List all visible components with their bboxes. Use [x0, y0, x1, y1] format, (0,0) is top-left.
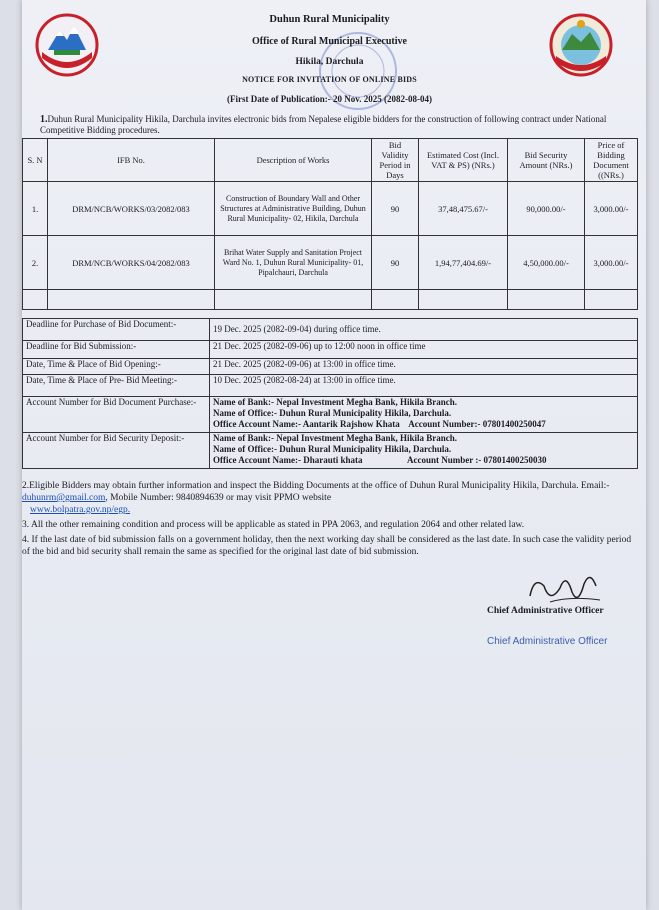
col-price: Price of Bidding Document ((NRs.) [585, 139, 638, 182]
submission-deadline-label: Deadline for Bid Submission:- [23, 341, 210, 359]
bid-info-table [22, 318, 638, 469]
bids-table [22, 138, 638, 310]
prebid-meeting-label: Date, Time & Place of Pre- Bid Meeting:- [23, 375, 210, 397]
note-4: 4. If the last date of bid submission falls on a government holiday, then the next working day shall be considered as the last date. In such case the validity period of the bid and bid security shall remain the same as specified for the original last date of bid submission. [22, 535, 632, 557]
cell-sn: 1. [23, 182, 48, 236]
cell-security: 4,50,000.00/- [508, 236, 585, 290]
signatory-title: Chief Administrative Officer [487, 606, 604, 616]
office-name: Office of Rural Municipal Executive [252, 36, 407, 47]
col-bid-security: Bid Security Amount (NRs.) [508, 139, 585, 182]
info-row [23, 397, 638, 433]
table-header-row [23, 139, 638, 182]
note-3: 3. All the other remaining condition and process will be applicable as stated in PPA 2063, and regulation 2064 and other related law. [22, 520, 525, 530]
ppmo-website-link[interactable]: www.bolpatra.gov.np/egp. [30, 505, 131, 515]
table-row-empty [23, 290, 638, 310]
cell-price: 3,000.00/- [585, 182, 638, 236]
table-row [23, 236, 638, 290]
col-description: Description of Works [215, 139, 372, 182]
info-row [23, 433, 638, 469]
info-row [23, 341, 638, 359]
intro-text: Duhun Rural Municipality Hikila, Darchula invites electronic bids from Nepalese eligible bidders for the construction of following contract under National Competitive Bidding procedures. [40, 114, 607, 135]
municipality-name: Duhun Rural Municipality [269, 14, 390, 25]
email-link[interactable]: duhunrm@gmail.com [22, 493, 106, 503]
cell-ifb: DRM/NCB/WORKS/03/2082/083 [48, 182, 215, 236]
security-account-details [210, 433, 638, 469]
notice-title: NOTICE FOR INVITATION OF ONLINE BIDS [242, 75, 417, 84]
cell-price: 3,000.00/- [585, 236, 638, 290]
purchase-deadline-label: Deadline for Purchase of Bid Document:- [23, 319, 210, 341]
intro-number: 1. [40, 114, 48, 125]
intro-paragraph [40, 114, 635, 135]
cell-cost: 37,48,475.67/- [419, 182, 508, 236]
cell-sn: 2. [23, 236, 48, 290]
note-2 [22, 480, 632, 516]
col-estimated-cost: Estimated Cost (Incl. VAT & PS) (NRs.) [419, 139, 508, 182]
prebid-meeting-value: 10 Dec. 2025 (2082-08-24) at 13:00 in office time. [210, 375, 638, 397]
security-account-office: Name of Office:- Duhun Rural Municipality Hikila, Darchula. [213, 444, 452, 454]
cell-ifb: DRM/NCB/WORKS/04/2082/083 [48, 236, 215, 290]
col-ifb: IFB No. [48, 139, 215, 182]
cell-validity: 90 [372, 182, 419, 236]
cell-security: 90,000.00/- [508, 182, 585, 236]
note-2-text-a: 2.Eligible Bidders may obtain further information and inspect the Bidding Documents at the office of Duhun Rural Municipality Hikila, Darchula. Email:- [22, 481, 610, 491]
info-row [23, 375, 638, 397]
publication-date: (First Date of Publication:- 20 Nov. 2025 (2082-08-04) [227, 94, 432, 104]
doc-account-office: Name of Office:- Duhun Rural Municipality Hikila, Darchula. [213, 408, 452, 418]
note-2-text-b: , Mobile Number: 9840894639 or may visit PPMO website [105, 493, 332, 503]
security-account-bank: Name of Bank:- Nepal Investment Megha Bank, Hikila Branch. [213, 433, 458, 443]
cell-description: Construction of Boundary Wall and Other Structures at Administrative Building, Duhun Rural Municipality- 02, Hikila, Darchula [215, 182, 372, 236]
office-location: Hikila, Darchula [295, 57, 364, 67]
signatory-handwritten-title: Chief Administrative Officer [487, 636, 608, 647]
bid-opening-label: Date, Time & Place of Bid Opening:- [23, 359, 210, 375]
doc-account-bank: Name of Bank:- Nepal Investment Megha Bank, Hikila Branch. [213, 397, 458, 407]
table-row [23, 182, 638, 236]
doc-account-details [210, 397, 638, 433]
info-row [23, 359, 638, 375]
info-row [23, 319, 638, 341]
cell-validity: 90 [372, 236, 419, 290]
col-sn: S. N [23, 139, 48, 182]
doc-account-label: Account Number for Bid Document Purchase:- [23, 397, 210, 433]
bid-opening-value: 21 Dec. 2025 (2082-09-06) at 13:00 in office time. [210, 359, 638, 375]
security-account-label: Account Number for Bid Security Deposit:- [23, 433, 210, 469]
doc-account-number: Office Account Name:- Aantarik Rajshow Khata Account Number:- 07801400250047 [213, 419, 546, 429]
cell-description: Brihat Water Supply and Sanitation Project Ward No. 1, Duhun Rural Municipality- 01, Pipalchauri, Darchula [215, 236, 372, 290]
col-validity: Bid Validity Period in Days [372, 139, 419, 182]
security-account-number: Office Account Name:- Dharauti khata Account Number :- 07801400250030 [213, 455, 547, 465]
notes-section [22, 480, 632, 561]
cell-cost: 1,94,77,404.69/- [419, 236, 508, 290]
purchase-deadline-value: 19 Dec. 2025 (2082-09-04) during office time. [210, 319, 638, 341]
submission-deadline-value: 21 Dec. 2025 (2082-09-06) up to 12:00 noon in office time [210, 341, 638, 359]
